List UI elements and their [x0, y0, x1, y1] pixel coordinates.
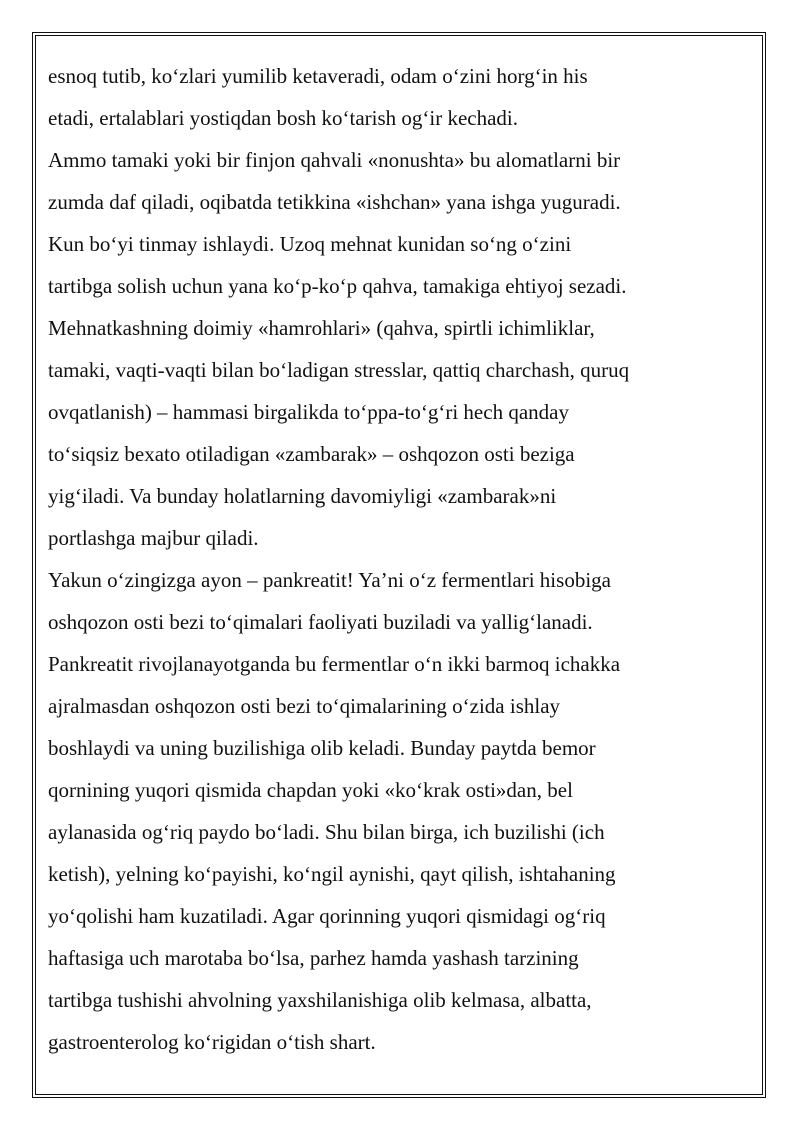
text-line: Pankreatit rivojlanayotganda bu fermentlar o‘n ikki barmoq ichakka [48, 652, 621, 676]
text-line: Yakun o‘zingizga ayon – pankreatit! Ya’ni o‘z fermentlari hisobiga [48, 568, 611, 592]
text-line: haftasiga uch marotaba bo‘lsa, parhez hamda yashash tarzining [48, 946, 579, 970]
text-line: etadi, ertalablari yostiqdan bosh ko‘tarish og‘ir kechadi. [48, 106, 519, 130]
text-line: tamaki, vaqti-vaqti bilan bo‘ladigan stresslar, qattiq charchash, quruq [48, 358, 630, 382]
text-line: Ammo tamaki yoki bir finjon qahvali «nonushta» bu alomatlarni bir [48, 148, 621, 172]
text-line: tartibga tushishi ahvolning yaxshilanishiga olib kelmasa, albatta, [48, 988, 592, 1012]
text-line: yo‘qolishi ham kuzatiladi. Agar qorinning yuqori qismidagi og‘riq [48, 904, 606, 928]
text-line: zumda daf qiladi, oqibatda tetikkina «ishchan» yana ishga yuguradi. [48, 190, 621, 214]
text-line: ovqatlanish) – hammasi birgalikda to‘ppa-to‘g‘ri hech qanday [48, 400, 569, 424]
document-body [48, 55, 738, 1063]
text-line: to‘siqsiz bexato otiladigan «zambarak» – oshqozon osti beziga [48, 442, 575, 466]
text-line: tartibga solish uchun yana ko‘p-ko‘p qahva, tamakiga ehtiyoj sezadi. [48, 274, 627, 298]
text-line: Kun bo‘yi tinmay ishlaydi. Uzoq mehnat kunidan so‘ng o‘zini [48, 232, 572, 256]
text-line: Mehnatkashning doimiy «hamrohlari» (qahva, spirtli ichimliklar, [48, 316, 595, 340]
text-line: ajralmasdan oshqozon osti bezi to‘qimalarining o‘zida ishlay [48, 694, 561, 718]
text-line: qornining yuqori qismida chapdan yoki «ko‘krak osti»dan, bel [48, 778, 573, 802]
text-line: aylanasida og‘riq paydo bo‘ladi. Shu bilan birga, ich buzilishi (ich [48, 820, 605, 844]
text-line: boshlaydi va uning buzilishiga olib keladi. Bunday paytda bemor [48, 736, 596, 760]
text-line: gastroenterolog ko‘rigidan o‘tish shart. [48, 1030, 376, 1054]
text-line: ketish), yelning ko‘payishi, ko‘ngil aynishi, qayt qilish, ishtahaning [48, 862, 616, 886]
text-line: oshqozon osti bezi to‘qimalari faoliyati buziladi va yallig‘lanadi. [48, 610, 593, 634]
text-line: esnoq tutib, ko‘zlari yumilib ketaveradi, odam o‘zini horg‘in his [48, 64, 588, 88]
text-line: yig‘iladi. Va bunday holatlarning davomiyligi «zambarak»ni [48, 484, 557, 508]
text-line: portlashga majbur qiladi. [48, 526, 259, 550]
